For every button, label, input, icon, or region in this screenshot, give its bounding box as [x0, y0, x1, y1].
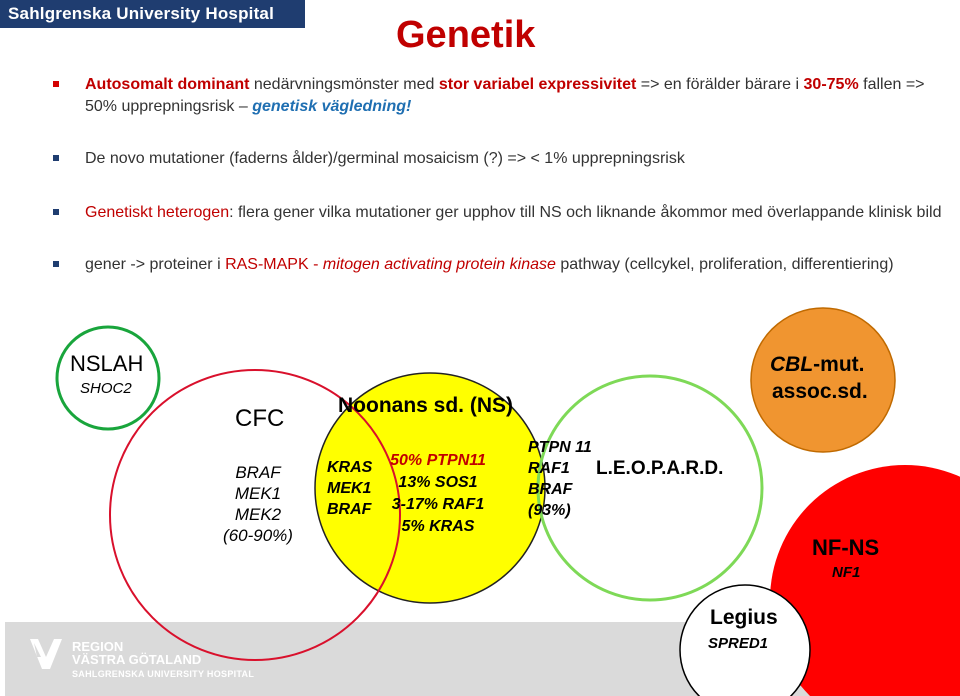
page-title: Genetik	[396, 14, 536, 56]
footer-hospital-name: SAHLGRENSKA UNIVERSITY HOSPITAL	[72, 669, 255, 679]
leopard-label: L.E.O.P.A.R.D.	[596, 458, 724, 479]
nslah-label: NSLAH	[70, 351, 144, 376]
legius-gene: SPRED1	[708, 635, 769, 652]
nfns-label: NF-NS	[812, 535, 880, 560]
legius-label: Legius	[710, 606, 778, 629]
cbl-label-line2: assoc.sd.	[772, 380, 868, 403]
hospital-name: Sahlgrenska University Hospital	[8, 4, 275, 23]
leopard-gene-list: PTPN 11 RAF1 BRAF (93%)	[528, 439, 592, 519]
noonan-label: Noonans sd. (NS)	[338, 394, 514, 417]
bullet-item: gener -> proteiner i RAS-MAPK - mitogen activating protein kinase pathway (cellcykel, proliferation, differentiering)	[85, 254, 945, 276]
bullet-item: Genetiskt heterogen: flera gener vilka mutationer ger upphov till NS och liknande åkommor med överlappande klinisk bild	[85, 202, 945, 224]
nfns-gene: NF1	[832, 564, 861, 581]
cfc-label: CFC	[235, 405, 285, 432]
bullet-item: Autosomalt dominant nedärvningsmönster med stor variabel expressivitet => en förälder bärare i 30-75% fallen => 50% upprepningsrisk – genetisk vägledning!	[85, 74, 945, 118]
nslah-gene: SHOC2	[80, 380, 132, 397]
noonan-gene-frequencies: 50% PTPN11 13% SOS1 3-17% RAF1 5% KRAS	[390, 452, 486, 535]
bullet-item: De novo mutationer (faderns ålder)/germinal mosaicism (?) => < 1% upprepningsrisk	[85, 148, 945, 170]
nslah-circle	[57, 327, 159, 429]
noonan-left-genes: KRAS MEK1 BRAF	[327, 459, 373, 518]
region-logo-icon	[28, 635, 68, 679]
cfc-gene-list: BRAF MEK1 MEK2 (60-90%)	[223, 463, 293, 545]
region-name: REGION VÄSTRA GÖTALAND	[72, 639, 202, 667]
cbl-label: CBL-mut.	[770, 353, 865, 376]
